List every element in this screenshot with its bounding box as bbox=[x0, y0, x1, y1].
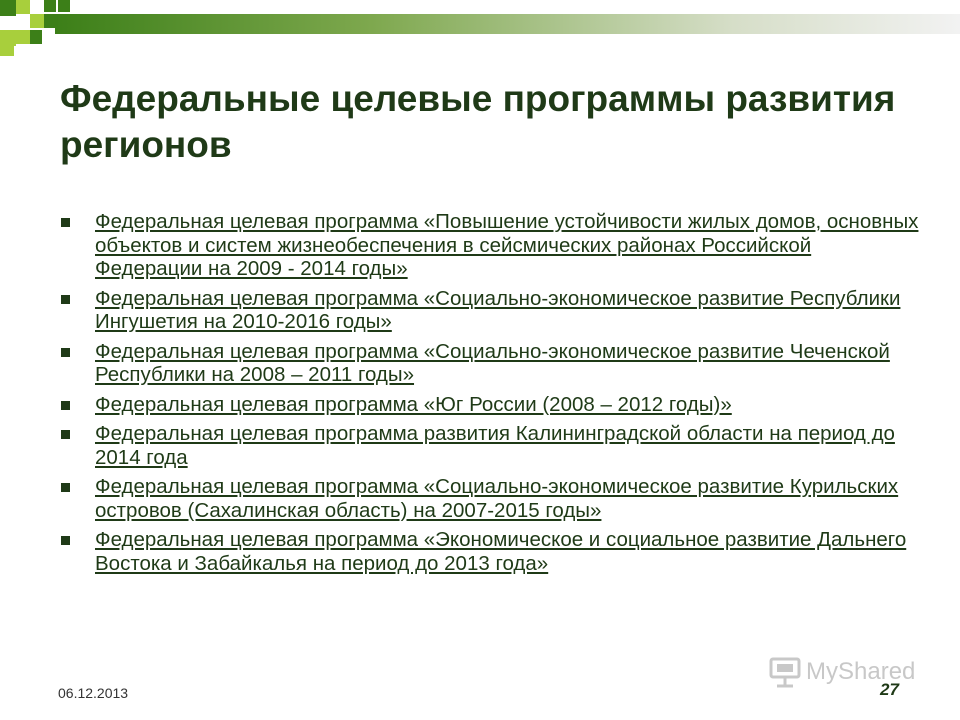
decor-square-dark bbox=[30, 30, 42, 44]
program-list bbox=[60, 210, 920, 581]
square-bullet-icon bbox=[61, 483, 70, 492]
decor-square-dark bbox=[58, 0, 70, 12]
watermark-text: MyShared bbox=[806, 658, 916, 685]
decor-square-dark bbox=[0, 0, 16, 16]
list-item bbox=[60, 422, 920, 469]
list-item bbox=[60, 340, 920, 387]
square-bullet-icon bbox=[61, 348, 70, 357]
decor-square-light bbox=[30, 14, 44, 28]
list-item bbox=[60, 475, 920, 522]
decor-square-dark bbox=[44, 0, 56, 12]
slide-title: Федеральные целевые программы развития регионов bbox=[60, 78, 896, 165]
list-item bbox=[60, 210, 920, 281]
square-bullet-icon bbox=[61, 430, 70, 439]
program-link[interactable]: Федеральная целевая программа «Повышение устойчивости жилых домов, основных объектов и систем жизнеобеспечения в сейсмических районах Российской Федерации на 2009 - 2014 годы» bbox=[95, 210, 919, 280]
square-bullet-icon bbox=[61, 295, 70, 304]
decor-square-light bbox=[0, 46, 14, 56]
program-link[interactable]: Федеральная целевая программа «Социально-экономическое развитие Чеченской Республики на 2008 – 2011 годы» bbox=[95, 339, 890, 386]
presentation-board-icon bbox=[768, 655, 802, 689]
square-bullet-icon bbox=[61, 401, 70, 410]
decor-square-light bbox=[16, 30, 30, 44]
list-item bbox=[60, 287, 920, 334]
program-link[interactable]: Федеральная целевая программа развития Калининградской области на период до 2014 года bbox=[95, 422, 895, 469]
slide-date: 06.12.2013 bbox=[58, 685, 129, 701]
list-item bbox=[60, 393, 920, 417]
list-item bbox=[60, 528, 920, 575]
decor-square-light bbox=[0, 30, 16, 46]
decor-square-dark bbox=[44, 14, 58, 28]
program-link[interactable]: Федеральная целевая программа «Социально-экономическое развитие Республики Ингушетия на 2010-2016 годы» bbox=[95, 286, 901, 333]
decor-square-light bbox=[16, 0, 30, 14]
program-link[interactable]: Федеральная целевая программа «Экономическое и социальное развитие Дальнего Востока и Забайкалья на период до 2013 года» bbox=[95, 528, 907, 575]
program-link[interactable]: Федеральная целевая программа «Социально-экономическое развитие Курильских островов (Сахалинская область) на 2007-2015 годы» bbox=[95, 475, 899, 522]
square-bullet-icon bbox=[61, 536, 70, 545]
square-bullet-icon bbox=[61, 218, 70, 227]
page-number: 27 bbox=[880, 680, 899, 699]
header-gradient-band bbox=[55, 14, 960, 34]
program-link[interactable]: Федеральная целевая программа «Юг России (2008 – 2012 годы)» bbox=[95, 392, 732, 416]
